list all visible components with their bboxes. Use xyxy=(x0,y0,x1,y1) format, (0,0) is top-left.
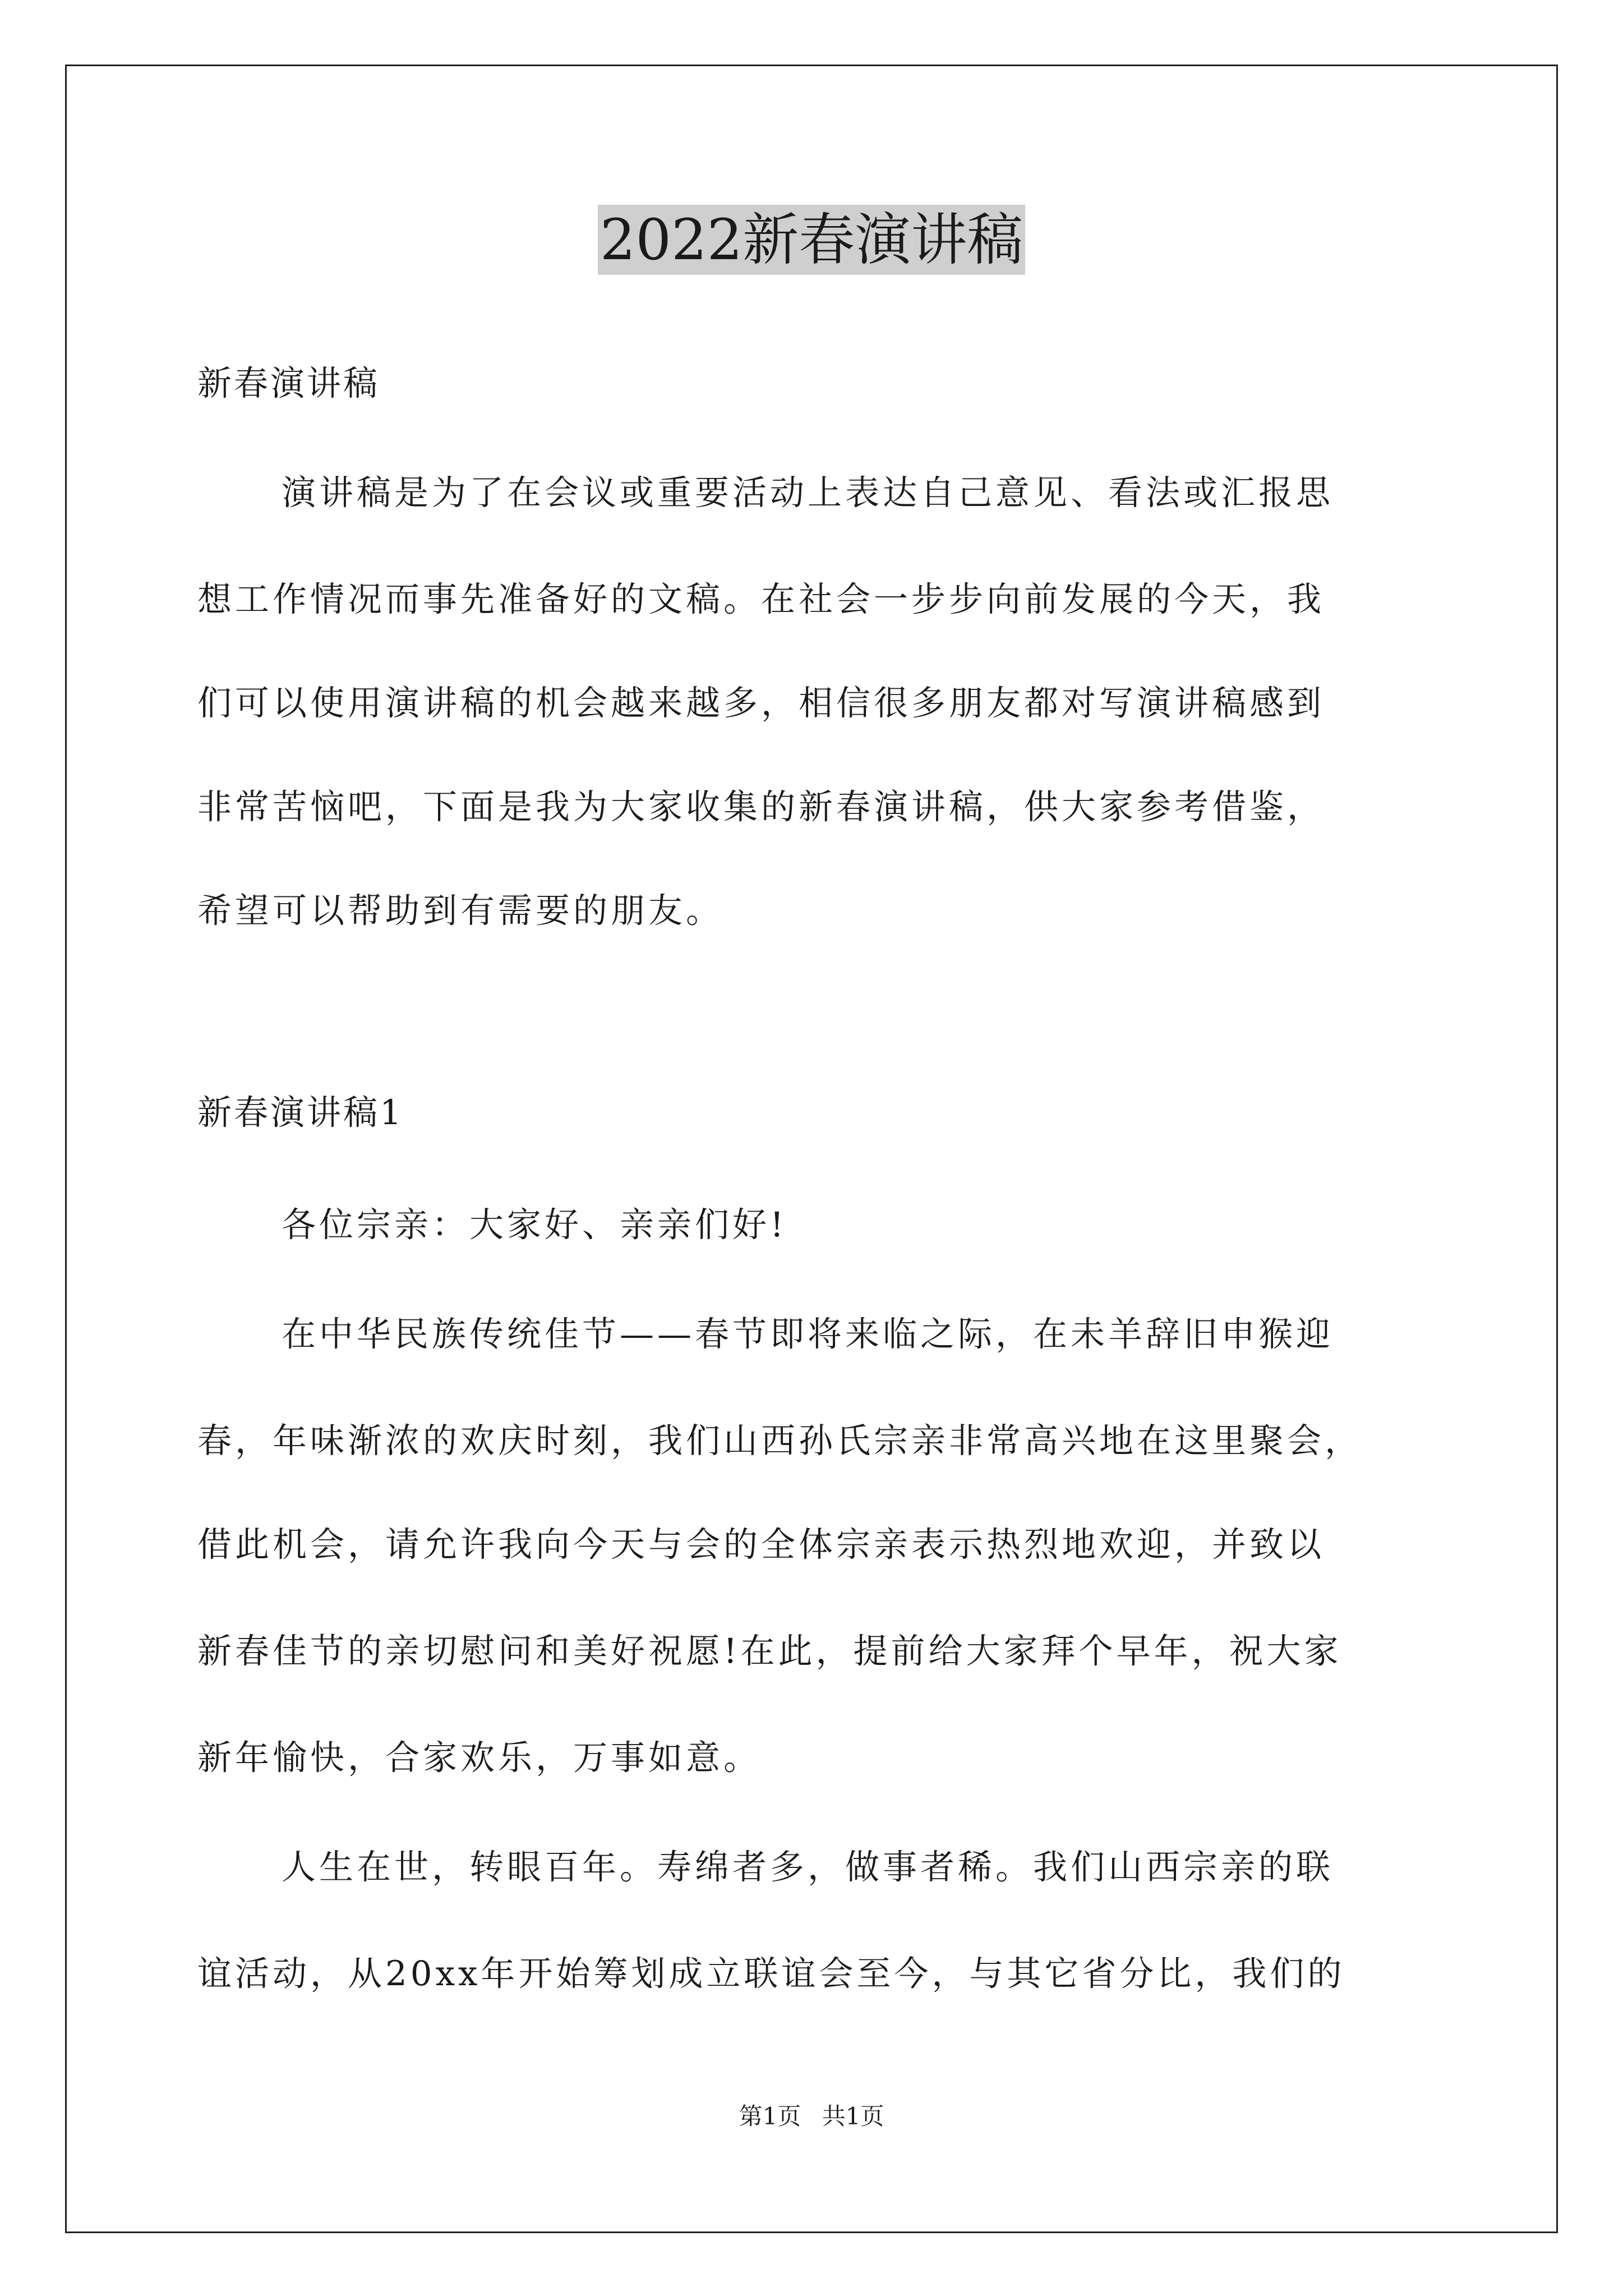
paragraph-line: 非常苦恼吧，下面是我为大家收集的新春演讲稿，供大家参考借鉴， xyxy=(197,787,1325,827)
document-title: 2022新春演讲稿 xyxy=(598,205,1026,275)
title-container xyxy=(0,205,1623,275)
paragraph-line: 新春佳节的亲切慰问和美好祝愿!在此，提前给大家拜个早年，祝大家 xyxy=(197,1631,1342,1671)
paragraph-line: 演讲稿是为了在会议或重要活动上表达自己意见、看法或汇报思 xyxy=(282,473,1334,513)
page-total: 共1页 xyxy=(822,2102,884,2130)
paragraph-line: 想工作情况而事先准备好的文稿。在社会一步步向前发展的今天，我 xyxy=(197,579,1325,619)
section-heading: 新春演讲稿 xyxy=(197,364,380,403)
paragraph-line: 新年愉快，合家欢乐，万事如意。 xyxy=(197,1738,762,1778)
paragraph-line: 们可以使用演讲稿的机会越来越多，相信很多朋友都对写演讲稿感到 xyxy=(197,683,1325,723)
paragraph-line: 在中华民族传统佳节——春节即将来临之际，在未羊辞旧申猴迎 xyxy=(282,1314,1334,1354)
page-footer xyxy=(0,2098,1623,2132)
paragraph-line: 人生在世，转眼百年。寿绵者多，做事者稀。我们山西宗亲的联 xyxy=(282,1847,1334,1887)
section-heading: 新春演讲稿1 xyxy=(197,1093,404,1133)
paragraph-line: 谊活动，从20xx年开始筹划成立联谊会至今，与其它省分比，我们的 xyxy=(197,1954,1345,1994)
paragraph-line: 希望可以帮助到有需要的朋友。 xyxy=(197,891,724,931)
paragraph-line: 各位宗亲：大家好、亲亲们好! xyxy=(282,1205,787,1245)
page-number: 第1页 xyxy=(739,2102,801,2130)
paragraph-line: 春，年味渐浓的欢庆时刻，我们山西孙氏宗亲非常高兴地在这里聚会， xyxy=(197,1421,1363,1461)
paragraph-line: 借此机会，请允许我向今天与会的全体宗亲表示热烈地欢迎，并致以 xyxy=(197,1525,1325,1565)
